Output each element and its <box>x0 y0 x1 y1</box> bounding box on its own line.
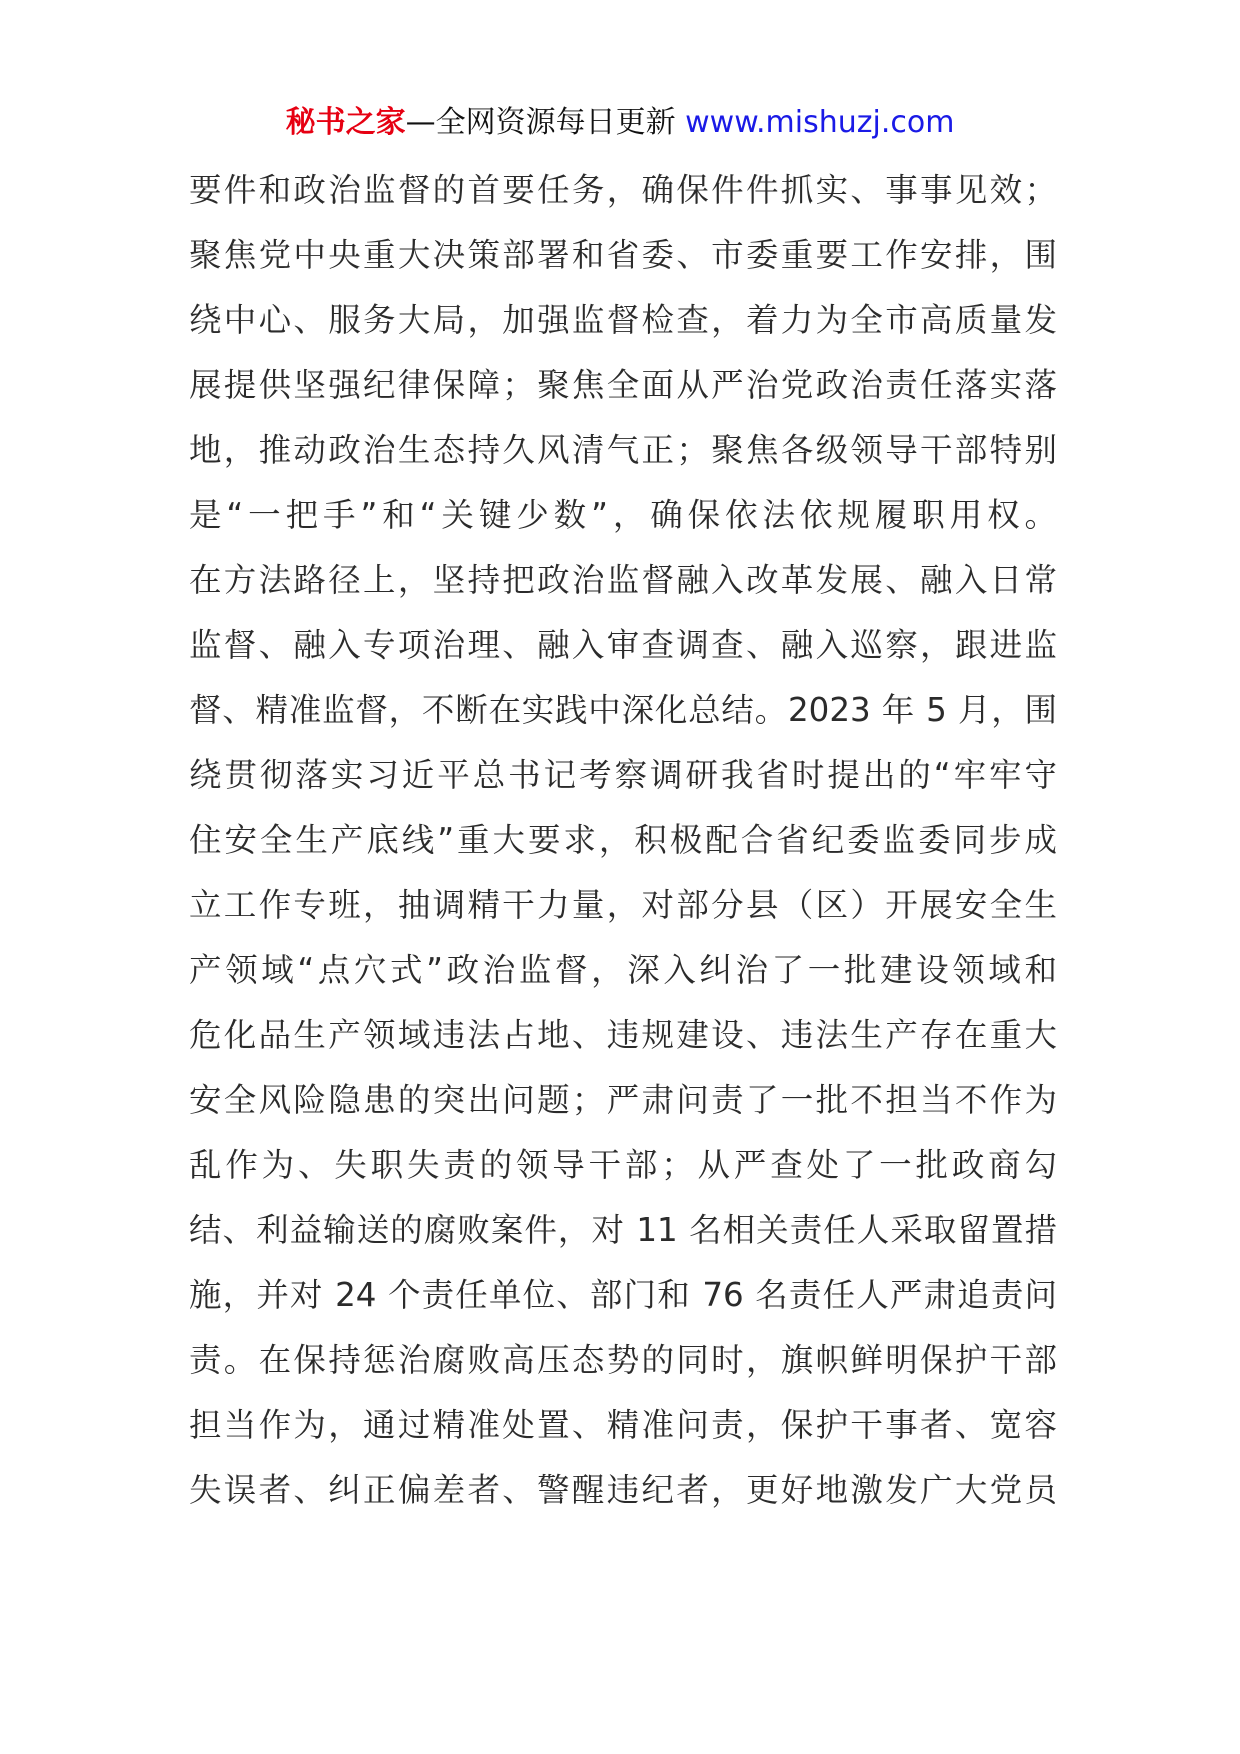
body-line: 结、利益输送的腐败案件，对 11 名相关责任人采取留置措 <box>189 1211 1057 1249</box>
body-line: 立工作专班，抽调精干力量，对部分县（区）开展安全生 <box>189 886 1057 924</box>
body-line: 绕贯彻落实习近平总书记考察调研我省时提出的“牢牢守 <box>189 756 1057 794</box>
body-line: 要件和政治监督的首要任务，确保件件抓实、事事见效； <box>189 171 1057 209</box>
body-line: 聚焦党中央重大决策部署和省委、市委重要工作安排，围 <box>189 236 1057 274</box>
body-line: 地，推动政治生态持久风清气正；聚焦各级领导干部特别 <box>189 431 1057 469</box>
body-line: 是“一把手”和“关键少数”，确保依法依规履职用权。 <box>189 496 1057 534</box>
body-line: 绕中心、服务大局，加强监督检查，着力为全市高质量发 <box>189 301 1057 339</box>
header-brand: 秘书之家 <box>285 105 406 140</box>
body-line: 产领域“点穴式”政治监督，深入纠治了一批建设领域和 <box>189 951 1057 989</box>
body-text <box>189 165 1057 1530</box>
body-line: 安全风险隐患的突出问题；严肃问责了一批不担当不作为 <box>189 1081 1057 1119</box>
body-line: 担当作为，通过精准处置、精准问责，保护干事者、宽容 <box>189 1406 1057 1444</box>
body-line: 展提供坚强纪律保障；聚焦全面从严治党政治责任落实落 <box>189 366 1057 404</box>
body-line: 危化品生产领域违法占地、违规建设、违法生产存在重大 <box>189 1016 1057 1054</box>
body-line: 责。在保持惩治腐败高压态势的同时，旗帜鲜明保护干部 <box>189 1341 1057 1379</box>
body-line: 施，并对 24 个责任单位、部门和 76 名责任人严肃追责问 <box>189 1276 1057 1314</box>
body-line: 在方法路径上，坚持把政治监督融入改革发展、融入日常 <box>189 561 1057 599</box>
body-line: 监督、融入专项治理、融入审查调查、融入巡察，跟进监 <box>189 626 1057 664</box>
header-url-link[interactable]: www.mishuzj.com <box>685 105 955 140</box>
body-line: 督、精准监督，不断在实践中深化总结。2023 年 5 月，围 <box>189 691 1057 729</box>
body-line: 失误者、纠正偏差者、警醒违纪者，更好地激发广大党员 <box>189 1471 1057 1509</box>
header-tagline: —全网资源每日更新 <box>405 105 676 140</box>
body-line: 乱作为、失职失责的领导干部；从严查处了一批政商勾 <box>189 1146 1057 1184</box>
body-line: 住安全生产底线”重大要求，积极配合省纪委监委同步成 <box>189 821 1057 859</box>
page-header <box>0 103 1240 143</box>
